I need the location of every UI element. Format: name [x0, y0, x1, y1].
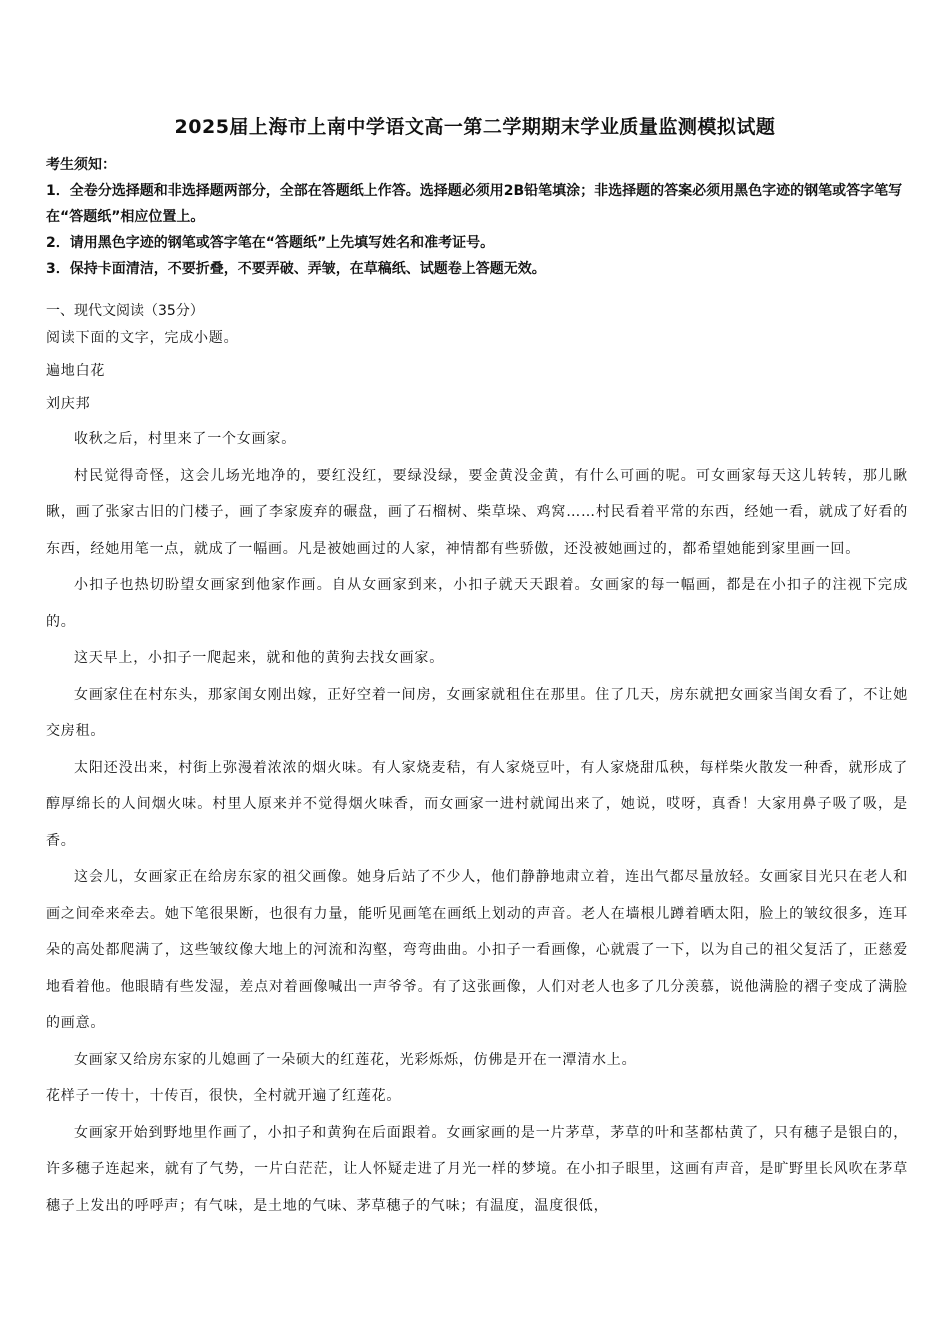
paragraph: 这天早上，小扣子一爬起来，就和他的黄狗去找女画家。	[74, 650, 444, 666]
section-title: 一、现代文阅读（35分）	[46, 303, 204, 319]
notice-heading: 考生须知：	[46, 157, 116, 173]
paragraph-noindent: 花样子一传十，十传百，很快，全村就开遍了红莲花。	[46, 1088, 402, 1104]
reading-passage	[46, 322, 908, 1224]
paragraph: 村民觉得奇怪，这会儿场光地净的，要红没红，要绿没绿，要金黄没金黄，有什么可画的呢。可女画家每天这儿转转，那儿瞅瞅，画了张家古旧的门楼子，画了李家废弃的碾盘，画了石榴树、柴草垛、鸡窝……村民看着平常的东西，经她一看，就成了好看的东西，经她用笔一点，就成了一幅画。凡是被她画过的人家，神情都有些骄傲，还没被她画过的，都希望她能到家里画一回。	[46, 467, 908, 557]
candidate-notice	[46, 152, 908, 282]
article-title: 遍地白花	[46, 363, 106, 379]
paragraph: 小扣子也热切盼望女画家到他家作画。自从女画家到来，小扣子就天天跟着。女画家的每一幅画，都是在小扣子的注视下完成的。	[46, 577, 908, 630]
reading-instruction: 阅读下面的文字，完成小题。	[46, 330, 239, 346]
paragraph: 太阳还没出来，村街上弥漫着浓浓的烟火味。有人家烧麦秸，有人家烧豆叶，有人家烧甜瓜秧，每样柴火散发一种香，就形成了醇厚绵长的人间烟火味。村里人原来并不觉得烟火味香，而女画家一进村就闻出来了，她说，哎呀，真香！大家用鼻子吸了吸，是香。	[46, 759, 908, 849]
paragraph: 女画家住在村东头，那家闺女刚出嫁，正好空着一间房，女画家就租住在那里。住了几天，房东就把女画家当闺女看了，不让她交房租。	[46, 686, 908, 739]
paragraph: 收秋之后，村里来了一个女画家。	[74, 431, 296, 447]
paragraph: 这会儿，女画家正在给房东家的祖父画像。她身后站了不少人，他们静静地肃立着，连出气都尽量放轻。女画家目光只在老人和画之间牵来牵去。她下笔很果断，也很有力量，能听见画笔在画纸上划动的声音。老人在墙根儿蹲着晒太阳，脸上的皱纹很多，连耳朵的高处都爬满了，这些皱纹像大地上的河流和沟壑，弯弯曲曲。小扣子一看画像，心就震了一下，以为自己的祖父复活了，正慈爱地看着他。他眼睛有些发湿，差点对着画像喊出一声爷爷。有了这张画像，人们对老人也多了几分羡慕，说他满脸的褶子变成了满脸的画意。	[46, 869, 908, 1031]
exam-title: 2025届上海市上南中学语文高一第二学期期末学业质量监测模拟试题	[174, 116, 776, 138]
notice-item-2: 2．请用黑色字迹的钢笔或答字笔在“答题纸”上先填写姓名和准考证号。	[46, 235, 495, 251]
paragraph: 女画家又给房东家的儿媳画了一朵硕大的红莲花，光彩烁烁，仿佛是开在一潭清水上。	[74, 1051, 637, 1068]
notice-item-1: 1．全卷分选择题和非选择题两部分，全部在答题纸上作答。选择题必须用2B铅笔填涂；非选择题的答案必须用黑色字迹的钢笔或答字笔写在“答题纸”相应位置上。	[46, 183, 903, 225]
paragraph: 女画家开始到野地里作画了，小扣子和黄狗在后面跟着。女画家画的是一片茅草，茅草的叶和茎都枯黄了，只有穗子是银白的，许多穗子连起来，就有了气势，一片白茫茫，让人怀疑走进了月光一样的梦境。在小扣子眼里，这画有声音，是旷野里长风吹在茅草穗子上发出的呼呼声；有气味，是土地的气味、茅草穗子的气味；有温度，温度很低，	[46, 1124, 908, 1214]
notice-item-3: 3．保持卡面清洁，不要折叠，不要弄破、弄皱，在草稿纸、试题卷上答题无效。	[46, 261, 546, 277]
article-author: 刘庆邦	[46, 396, 91, 412]
